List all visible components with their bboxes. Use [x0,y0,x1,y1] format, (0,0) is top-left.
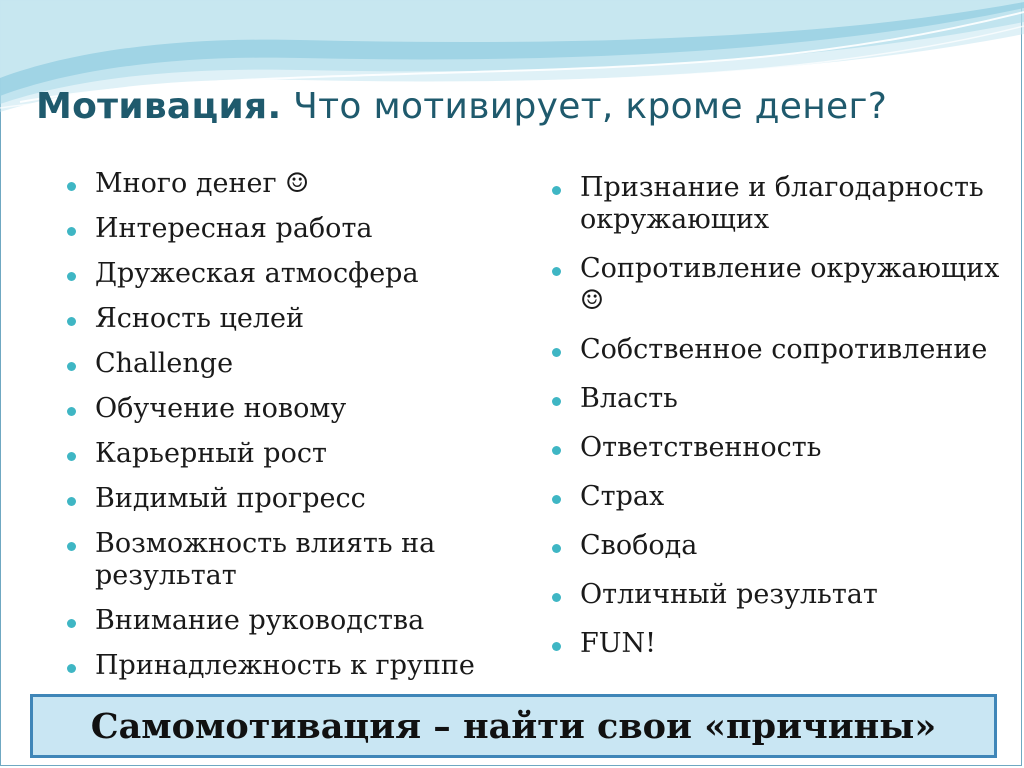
bullet-icon [67,227,76,236]
slide-title [36,86,887,127]
list-item-text: Много денег ☺ [95,168,310,199]
list-item [63,605,513,637]
left-bullet-list [63,168,513,695]
bullet-icon [67,664,76,673]
list-item [63,393,513,425]
list-item [548,530,1024,562]
list-item [63,348,513,380]
list-item [548,172,1024,236]
list-item-text: Принадлежность к группе [95,650,475,681]
list-item-text: Власть [580,383,678,414]
list-item [63,303,513,335]
bullet-icon [67,407,76,416]
list-item [548,628,1024,660]
list-item [63,213,513,245]
bullet-icon [67,619,76,628]
list-item [548,481,1024,513]
list-item-text: Ответственность [580,432,822,463]
list-item-text: Карьерный рост [95,438,327,469]
list-item-text: Свобода [580,530,698,561]
list-item-text: FUN! [580,628,656,659]
list-item [548,383,1024,415]
list-item [548,579,1024,611]
bullet-icon [552,186,561,195]
bullet-icon [552,397,561,406]
list-item [548,334,1024,366]
list-item [63,168,513,200]
bullet-icon [67,272,76,281]
list-item [548,253,1024,317]
title-rest: Что мотивирует, кроме денег? [281,86,888,127]
list-item-text: Видимый прогресс [95,483,366,514]
bullet-icon [552,446,561,455]
list-item-text: Интересная работа [95,213,373,244]
list-item-text: Обучение новому [95,393,347,424]
list-item-text: Внимание руководства [95,605,425,636]
bullet-icon [552,267,561,276]
list-item-text: Отличный результат [580,579,878,610]
callout-text: Самомотивация – найти свои «причины» [90,705,937,747]
list-item [63,483,513,515]
list-item-text: Собственное сопротивление [580,334,988,365]
list-item [63,438,513,470]
list-item-text: Дружеская атмосфера [95,258,419,289]
list-item [63,258,513,290]
bullet-icon [67,452,76,461]
bullet-icon [67,542,76,551]
right-bullet-list [548,172,1024,677]
list-item-text: Ясность целей [95,303,304,334]
list-item-text: Признание и благодарность окружающих [580,172,984,235]
bullet-icon [67,362,76,371]
bullet-icon [552,348,561,357]
list-item-text: Возможность влиять на результат [95,528,436,591]
list-item-text: Страх [580,481,665,512]
list-item [63,650,513,682]
bullet-icon [67,317,76,326]
list-item-text: Challenge [95,348,234,379]
bullet-icon [552,495,561,504]
conclusion-callout [30,694,997,758]
bullet-icon [67,182,76,191]
list-item-text: Сопротивление окружающих ☺ [580,253,1000,316]
bullet-icon [552,642,561,651]
bullet-icon [552,593,561,602]
list-item [548,432,1024,464]
title-bold: Мотивация. [36,86,282,127]
list-item [63,528,513,592]
bullet-icon [67,497,76,506]
bullet-icon [552,544,561,553]
